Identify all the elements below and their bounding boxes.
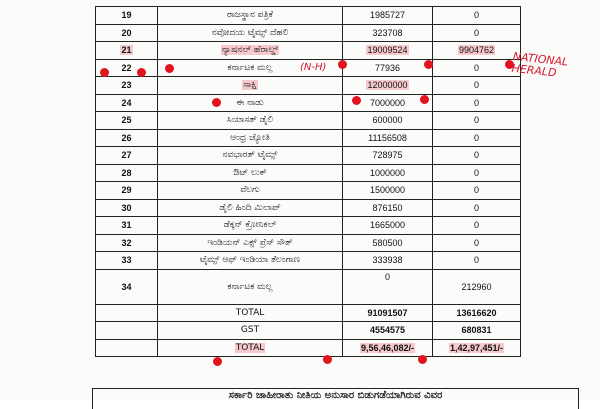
table-row [96, 164, 521, 182]
newspaper-name: ಕರ್ನಾಟಕ ಮಲ್ಲ [158, 269, 343, 304]
serial-number [96, 42, 158, 60]
newspaper-name: ಈ ನಾಡು [158, 94, 343, 112]
table-row [96, 94, 521, 112]
grand-total-amount-1 [343, 339, 433, 357]
red-mark-dot [137, 68, 146, 77]
red-mark-dot [424, 60, 433, 69]
amount-column-2 [433, 42, 521, 60]
serial-number: 34 [96, 269, 158, 304]
highlighted-label: TOTAL [235, 342, 265, 353]
amount-column-2: 0 [433, 7, 521, 25]
table-row [96, 269, 521, 304]
amount-column-2: 0 [433, 234, 521, 252]
table-row [96, 112, 521, 130]
serial-number: 32 [96, 234, 158, 252]
newspaper-name: ಸಿಯಾಸತ್ ಡೈಲಿ [158, 112, 343, 130]
amount-column-1: 580500 [343, 234, 433, 252]
highlighted-amount: 1,42,97,451/- [449, 342, 504, 353]
newspaper-name: ರಾಜಸ್ಥಾನ ಪತ್ರಿಕೆ [158, 7, 343, 25]
red-mark-dot [212, 98, 221, 107]
red-mark-dot [213, 357, 222, 366]
highlighted-amount: 9904762 [458, 45, 495, 56]
newspaper-name: ಇಂಡಿಯನ್ ಎಕ್ಸ್ ಪ್ರೆಸ್ ಸೌತ್ [158, 234, 343, 252]
amount-column-1: 1000000 [343, 164, 433, 182]
grand-total-label [158, 339, 343, 357]
table-row [96, 7, 521, 25]
highlighted-name: ನ್ಯಾಷನಲ್ ಹೆರಾಲ್ಡ್ [221, 45, 279, 56]
amount-column-2: 0 [433, 199, 521, 217]
amount-column-1: 600000 [343, 112, 433, 130]
red-mark-dot [352, 96, 361, 105]
serial-number: 33 [96, 252, 158, 270]
newspaper-name: ವೆಲಗು [158, 182, 343, 200]
amount-column-2: 0 [433, 252, 521, 270]
highlighted-serial: 21 [121, 45, 132, 56]
serial-number: 20 [96, 24, 158, 42]
amount-column-1: 7000000 [343, 94, 433, 112]
serial-number: 23 [96, 77, 158, 95]
serial-number: 29 [96, 182, 158, 200]
amount-column-1 [343, 42, 433, 60]
amount-column-1: 77936 [343, 59, 433, 77]
handwritten-nh-note: (N-H) [300, 62, 327, 73]
advertisement-payments-table [95, 6, 521, 357]
highlighted-name: ಸಾಕ್ಷಿ [243, 80, 257, 91]
newspaper-name: ನವಭಾರತ್ ಟೈಮ್ಸ್ [158, 147, 343, 165]
amount-column-2: 0 [433, 147, 521, 165]
amount-column-2: 0 [433, 164, 521, 182]
newspaper-name [158, 42, 343, 60]
amount-column-1: 1500000 [343, 182, 433, 200]
amount-column-1: 0 [343, 269, 433, 304]
highlighted-amount: 12000000 [367, 80, 408, 91]
serial-number: 30 [96, 199, 158, 217]
highlighted-amount: 19009524 [367, 45, 408, 56]
amount-column-2: 0 [433, 182, 521, 200]
newspaper-name: ಡೆಕ್ಕನ್ ಕ್ರೋನಿಕಲ್ [158, 217, 343, 235]
amount-column-1: 333938 [343, 252, 433, 270]
serial-number: 26 [96, 129, 158, 147]
grand-total-row [96, 339, 521, 357]
newspaper-name [158, 77, 343, 95]
table-row [96, 129, 521, 147]
amount-column-1: 876150 [343, 199, 433, 217]
gst-amount-2: 680831 [433, 322, 521, 340]
total-label: TOTAL [158, 304, 343, 322]
red-mark-dot [338, 60, 347, 69]
grand-total-amount-2 [433, 339, 521, 357]
newspaper-name: ಕರ್ನಾಟಕ ಮಲ್ಲ [158, 59, 343, 77]
serial-number: 22 [96, 59, 158, 77]
newspaper-name: ಔಟ್ ಲುಕ್ [158, 164, 343, 182]
table-row [96, 234, 521, 252]
table-row [96, 147, 521, 165]
table-row [96, 182, 521, 200]
amount-column-2: 212960 [433, 269, 521, 304]
table-row-sakshi [96, 77, 521, 95]
table-row [96, 199, 521, 217]
serial-number: 28 [96, 164, 158, 182]
table-row-national-herald [96, 42, 521, 60]
red-mark-dot [100, 68, 109, 77]
serial-number: 31 [96, 217, 158, 235]
newspaper-name: ನವೋದಯ ಟೈಮ್ಸ್ ದೆಹಲಿ [158, 24, 343, 42]
amount-column-1: 323708 [343, 24, 433, 42]
amount-column-2: 0 [433, 24, 521, 42]
newspaper-name: ಟೈಮ್ಸ್ ಆಫ್ ಇಂಡಿಯಾ ತೆಲಂಗಾಣ [158, 252, 343, 270]
amount-column-2: 0 [433, 94, 521, 112]
handwritten-margin-note: NATIONAL HERALD [510, 49, 569, 80]
amount-column-2: 0 [433, 112, 521, 130]
red-mark-dot [165, 64, 174, 73]
red-mark-dot [323, 355, 332, 364]
red-mark-dot [418, 355, 427, 364]
gst-amount-1: 4554575 [343, 322, 433, 340]
highlighted-amount: 9,56,46,082/- [360, 342, 415, 353]
gst-label: GST [158, 322, 343, 340]
amount-column-2: 0 [433, 217, 521, 235]
table-row [96, 24, 521, 42]
serial-number: 27 [96, 147, 158, 165]
amount-column-1 [343, 77, 433, 95]
table-row [96, 217, 521, 235]
amount-column-1: 1985727 [343, 7, 433, 25]
total-amount-2: 13616620 [433, 304, 521, 322]
amount-column-2: 0 [433, 129, 521, 147]
amount-column-1: 728975 [343, 147, 433, 165]
serial-number: 19 [96, 7, 158, 25]
total-amount-1: 91091507 [343, 304, 433, 322]
table-row [96, 252, 521, 270]
next-section-header-partial: ಸರ್ಕಾರಿ ಜಾಹೀರಾತು ನೀತಿಯ ಅನುಸಾರ ಬಿಡುಗಡೆಯಾಗಿರುವ ವಿವರ [92, 388, 579, 409]
amount-column-1: 1665000 [343, 217, 433, 235]
newspaper-name: ಡೈಲಿ ಹಿಂದಿ ಮಿಲಾಪ್ [158, 199, 343, 217]
serial-number: 25 [96, 112, 158, 130]
serial-number: 24 [96, 94, 158, 112]
totals-row [96, 304, 521, 322]
red-mark-dot [420, 95, 429, 104]
amount-column-2: 0 [433, 59, 521, 77]
newspaper-name: ಆಂಧ್ರ ಜ್ಯೋತಿ [158, 129, 343, 147]
amount-column-1: 11156508 [343, 129, 433, 147]
gst-row [96, 322, 521, 340]
amount-column-2: 0 [433, 77, 521, 95]
